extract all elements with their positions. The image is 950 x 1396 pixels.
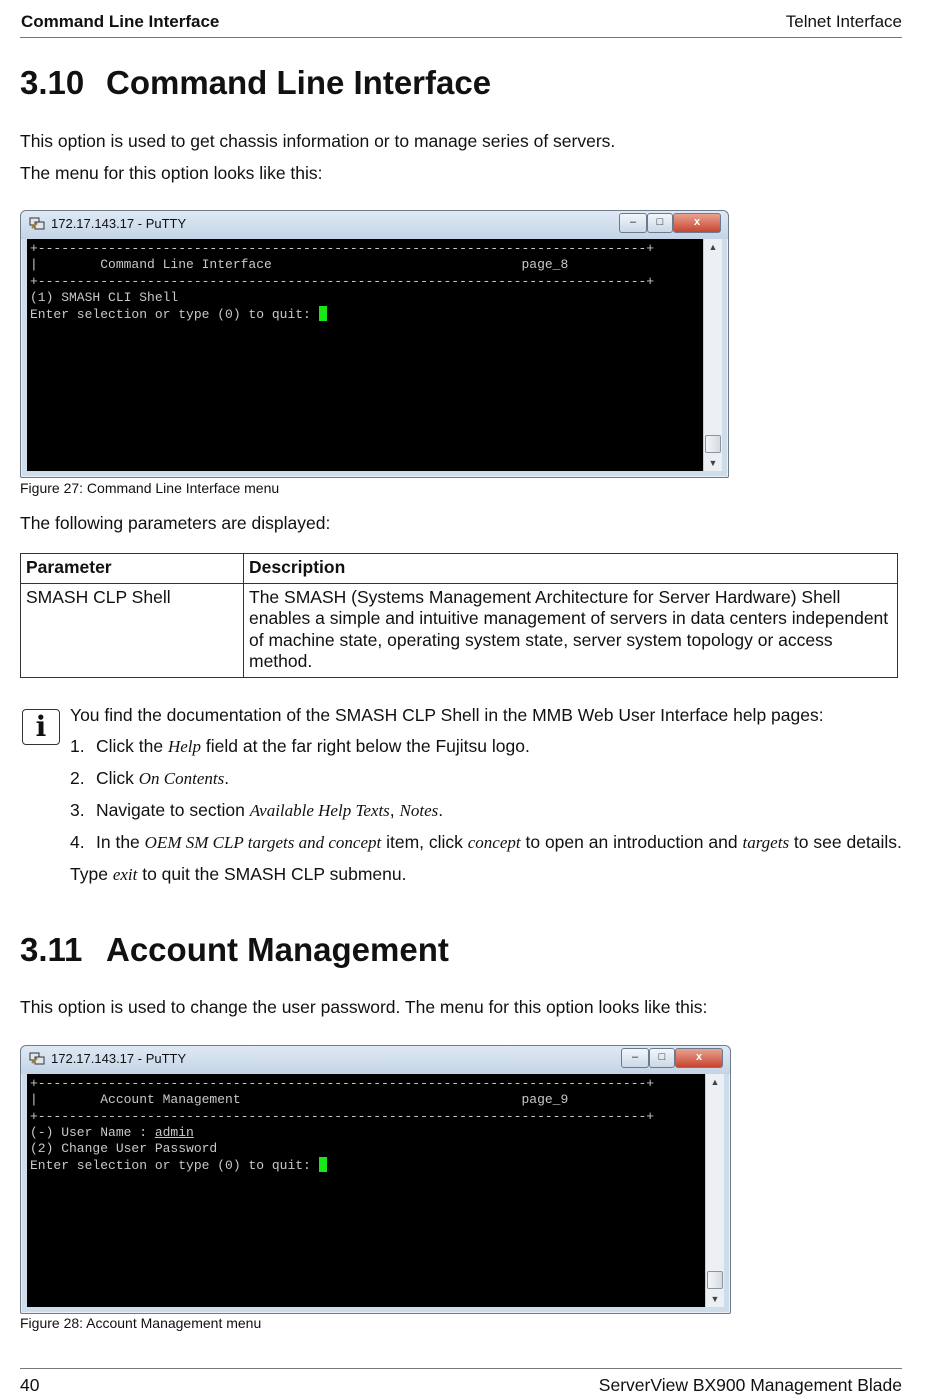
terminal-border-top: +------------------------------------------------------------------------------+ xyxy=(30,1076,655,1091)
info-step-1 xyxy=(70,736,530,757)
parameters-table xyxy=(20,553,898,678)
step-text: field at the far right below the Fujitsu logo. xyxy=(201,736,530,756)
scroll-down-arrow-icon[interactable]: ▼ xyxy=(708,458,718,468)
section-heading-3-10 xyxy=(20,64,491,102)
step-ui-term: concept xyxy=(467,833,521,852)
section-title: Command Line Interface xyxy=(106,64,492,101)
terminal-title-line: | Account Management page_9 xyxy=(30,1092,569,1108)
close-button[interactable]: x xyxy=(673,213,721,233)
terminal-screen[interactable] xyxy=(27,1074,706,1307)
info-step-2 xyxy=(70,768,229,789)
document-title: ServerView BX900 Management Blade xyxy=(598,1375,902,1395)
step-ui-term: On Contents xyxy=(138,769,225,788)
section-intro: This option is used to get chassis information or to manage series of servers. xyxy=(20,131,616,151)
terminal-screen[interactable] xyxy=(27,239,704,471)
table-header-row xyxy=(21,554,898,584)
menu-item-smash-cli: (1) SMASH CLI Shell xyxy=(30,289,179,305)
scroll-up-arrow-icon[interactable]: ▲ xyxy=(708,242,718,252)
description-cell: The SMASH (Systems Management Architecture for Server Hardware) Shell enables a simple and intuitive management of servers in data centers independent of machine state, operating system state, server system topology or access method. xyxy=(244,583,898,677)
scroll-thumb[interactable] xyxy=(705,435,721,453)
step-number: 3. xyxy=(70,800,85,820)
close-button[interactable]: x xyxy=(675,1048,723,1068)
menu-item-change-password: (2) Change User Password xyxy=(30,1141,218,1157)
menu-item-user-name-label: (-) User Name : xyxy=(30,1124,155,1140)
maximize-button[interactable]: □ xyxy=(647,213,673,233)
step-text: . xyxy=(438,800,444,820)
step-ui-term: Available Help Texts xyxy=(249,801,390,820)
info-step-3 xyxy=(70,800,443,821)
menu-intro: The menu for this option looks like this: xyxy=(20,163,323,183)
table-row xyxy=(21,583,898,677)
info-icon: i xyxy=(22,709,60,745)
step-text: to see details. xyxy=(789,832,902,852)
page-number: 40 xyxy=(20,1375,40,1395)
terminal-cursor xyxy=(319,1157,327,1172)
step-number: 4. xyxy=(70,832,85,852)
parameter-cell: SMASH CLP Shell xyxy=(21,583,244,677)
window-titlebar xyxy=(21,211,728,239)
scrollbar[interactable] xyxy=(705,1074,724,1307)
params-intro: The following parameters are displayed: xyxy=(20,513,331,533)
info-step-4 xyxy=(70,832,902,853)
scroll-thumb[interactable] xyxy=(707,1271,723,1289)
terminal-text xyxy=(27,239,704,323)
step-number: 1. xyxy=(70,736,85,756)
terminal-prompt: Enter selection or type (0) to quit: xyxy=(30,307,319,323)
note-text: Type xyxy=(70,864,113,884)
step-number: 2. xyxy=(70,768,85,788)
section-number: 3.11 xyxy=(20,931,83,968)
step-text: Click xyxy=(96,768,139,788)
scroll-down-arrow-icon[interactable]: ▼ xyxy=(710,1294,720,1304)
putty-window-account xyxy=(20,1045,731,1314)
note-command: exit xyxy=(112,865,138,884)
window-titlebar xyxy=(21,1046,730,1074)
step-text: to open an introduction and xyxy=(520,832,743,852)
header-chapter: Command Line Interface xyxy=(21,12,220,31)
putty-icon xyxy=(29,217,45,231)
section-heading-3-11 xyxy=(20,931,449,969)
window-title: 172.17.143.17 - PuTTY xyxy=(51,1051,187,1066)
terminal-title-line: | Command Line Interface page_8 xyxy=(30,257,569,273)
terminal-text xyxy=(27,1074,706,1175)
minimize-button[interactable]: – xyxy=(619,213,647,233)
section-title: Account Management xyxy=(106,931,449,968)
window-title: 172.17.143.17 - PuTTY xyxy=(51,216,187,231)
step-ui-term: targets xyxy=(742,833,790,852)
step-text: item, click xyxy=(381,832,468,852)
figure-caption-28: Figure 28: Account Management menu xyxy=(20,1315,262,1331)
step-ui-term: Help xyxy=(167,737,202,756)
putty-window-cli xyxy=(20,210,729,478)
step-ui-term: Notes xyxy=(399,801,439,820)
step-text: Click the xyxy=(96,736,168,756)
maximize-button[interactable]: □ xyxy=(649,1048,675,1068)
figure-caption-27: Figure 27: Command Line Interface menu xyxy=(20,480,280,496)
header-section: Telnet Interface xyxy=(785,12,902,31)
user-name-value: admin xyxy=(154,1124,194,1140)
step-text: . xyxy=(224,768,230,788)
step-text: , xyxy=(389,800,400,820)
footer-rule xyxy=(20,1368,902,1369)
terminal-prompt: Enter selection or type (0) to quit: xyxy=(30,1158,319,1174)
scrollbar[interactable] xyxy=(703,239,722,471)
step-ui-term: OEM SM CLP targets and concept xyxy=(144,833,382,852)
terminal-border-bottom: +------------------------------------------------------------------------------+ xyxy=(30,1108,655,1124)
header-rule xyxy=(20,37,902,38)
column-header-parameter: Parameter xyxy=(21,554,244,584)
putty-icon xyxy=(29,1052,45,1066)
column-header-description: Description xyxy=(244,554,898,584)
section-number: 3.10 xyxy=(20,64,85,101)
minimize-button[interactable]: – xyxy=(621,1048,649,1068)
terminal-border-bottom: +------------------------------------------------------------------------------+ xyxy=(30,273,655,289)
scroll-up-arrow-icon[interactable]: ▲ xyxy=(710,1077,720,1087)
info-quit-note xyxy=(70,864,406,885)
terminal-border-top: +------------------------------------------------------------------------------+ xyxy=(30,241,655,256)
note-text: to quit the SMASH CLP submenu. xyxy=(137,864,407,884)
section-intro: This option is used to change the user password. The menu for this option looks like this: xyxy=(20,997,708,1017)
step-text: Navigate to section xyxy=(96,800,250,820)
step-text: In the xyxy=(96,832,145,852)
terminal-cursor xyxy=(319,306,327,321)
info-text: You find the documentation of the SMASH CLP Shell in the MMB Web User Interface help pages: xyxy=(70,705,824,725)
